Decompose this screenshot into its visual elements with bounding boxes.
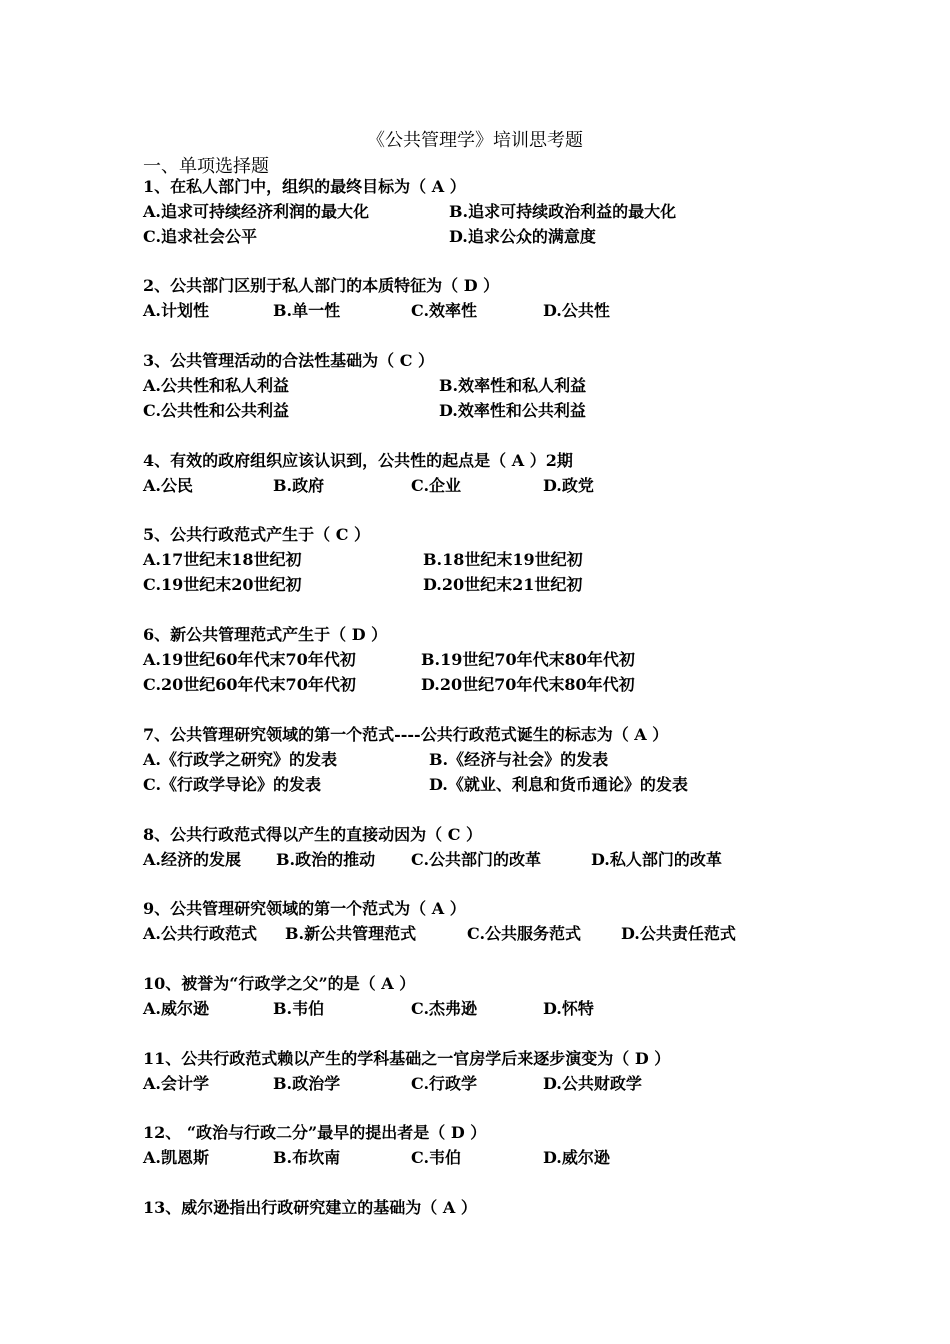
question-text: 3、公共管理活动的合法性基础为（ C ） — [143, 351, 435, 370]
answer-option: C.追求社会公平 — [143, 227, 258, 246]
answer-option: C.行政学 — [411, 1074, 478, 1093]
option-row — [143, 747, 843, 772]
answer-option: B.18世纪末19世纪初 — [423, 550, 583, 569]
answer-option: B.效率性和私人利益 — [439, 376, 587, 395]
answer-option: D.效率性和公共利益 — [439, 401, 586, 420]
answer-option: B.《经济与社会》的发表 — [429, 750, 609, 769]
option-row — [143, 547, 843, 572]
answer-option: B.韦伯 — [273, 999, 325, 1018]
option-row — [143, 199, 843, 224]
answer-option: B.政府 — [273, 476, 325, 495]
answer-option: C.韦伯 — [411, 1148, 462, 1167]
answer-option: D.公共责任范式 — [621, 924, 736, 943]
answer-option: A.凯恩斯 — [143, 1148, 209, 1167]
answer-option: A.《行政学之研究》的发表 — [143, 750, 337, 769]
answer-option: A.17世纪末18世纪初 — [143, 550, 302, 569]
answer-option: A.19世纪60年代末70年代初 — [143, 650, 356, 669]
option-row — [143, 224, 843, 249]
question-item — [143, 722, 843, 797]
answer-option: B.新公共管理范式 — [285, 924, 417, 943]
answer-option: B.政治的推动 — [276, 850, 376, 869]
section-heading: 一、单项选择题 — [143, 156, 269, 177]
option-row — [143, 672, 843, 697]
document-title: 《公共管理学》培训思考题 — [367, 130, 583, 151]
answer-option: C.公共部门的改革 — [411, 850, 542, 869]
question-item — [143, 822, 843, 872]
question-item — [143, 1195, 843, 1220]
answer-option: C.效率性 — [411, 301, 478, 320]
option-row — [143, 572, 843, 597]
answer-option: D.20世纪70年代末80年代初 — [421, 675, 635, 694]
answer-option: A.公共性和私人利益 — [143, 376, 289, 395]
answer-option: C.20世纪60年代末70年代初 — [143, 675, 356, 694]
answer-option: C.公共性和公共利益 — [143, 401, 290, 420]
answer-option: A.计划性 — [143, 301, 209, 320]
answer-option: D.威尔逊 — [543, 1148, 610, 1167]
option-row — [143, 772, 843, 797]
answer-option: D.追求公众的满意度 — [449, 227, 596, 246]
question-text: 10、被誉为“行政学之父”的是（ A ） — [143, 974, 416, 993]
question-text: 5、公共行政范式产生于（ C ） — [143, 525, 371, 544]
answer-option: B.19世纪70年代末80年代初 — [421, 650, 635, 669]
question-item — [143, 273, 843, 323]
option-row — [143, 298, 843, 323]
question-text: 1、在私人部门中，组织的最终目标为（ A ） — [143, 177, 466, 196]
question-text: 2、公共部门区别于私人部门的本质特征为（ D ） — [143, 276, 500, 295]
answer-option: B.政治学 — [273, 1074, 341, 1093]
option-row — [143, 921, 843, 946]
answer-option: C.杰弗逊 — [411, 999, 478, 1018]
question-text: 6、新公共管理范式产生于（ D ） — [143, 625, 388, 644]
option-row — [143, 473, 843, 498]
answer-option: D.私人部门的改革 — [591, 850, 722, 869]
option-row — [143, 373, 843, 398]
answer-option: B.追求可持续政治利益的最大化 — [449, 202, 677, 221]
answer-option: D.公共性 — [543, 301, 610, 320]
answer-option: C.公共服务范式 — [467, 924, 582, 943]
question-item — [143, 1120, 843, 1170]
question-text: 11、公共行政范式赖以产生的学科基础之一官房学后来逐步演变为（ D ） — [143, 1049, 671, 1068]
question-item — [143, 971, 843, 1021]
answer-option: A.威尔逊 — [143, 999, 209, 1018]
option-row — [143, 1071, 843, 1096]
answer-option: D.公共财政学 — [543, 1074, 642, 1093]
answer-option: C.企业 — [411, 476, 462, 495]
answer-option: A.公共行政范式 — [143, 924, 257, 943]
question-item — [143, 1046, 843, 1096]
answer-option: A.追求可持续经济利润的最大化 — [143, 202, 369, 221]
question-item — [143, 896, 843, 946]
option-row — [143, 996, 843, 1021]
question-text: 7、公共管理研究领域的第一个范式----公共行政范式诞生的标志为（ A ） — [143, 725, 669, 744]
question-item — [143, 174, 843, 249]
question-text: 12、 “政治与行政二分”最早的提出者是（ D ） — [143, 1123, 487, 1142]
answer-option: B.单一性 — [273, 301, 341, 320]
answer-option: D.《就业、利息和货币通论》的发表 — [429, 775, 688, 794]
option-row — [143, 398, 843, 423]
question-text: 4、有效的政府组织应该认识到，公共性的起点是（ A ）2期 — [143, 451, 573, 470]
answer-option: D.怀特 — [543, 999, 594, 1018]
answer-option: A.经济的发展 — [143, 850, 241, 869]
answer-option: B.布坎南 — [273, 1148, 341, 1167]
question-text: 8、公共行政范式得以产生的直接动因为（ C ） — [143, 825, 483, 844]
option-row — [143, 1145, 843, 1170]
question-item — [143, 448, 843, 498]
answer-option: C.《行政学导论》的发表 — [143, 775, 322, 794]
answer-option: A.公民 — [143, 476, 193, 495]
question-item — [143, 622, 843, 697]
option-row — [143, 847, 843, 872]
question-item — [143, 348, 843, 423]
question-text: 9、公共管理研究领域的第一个范式为（ A ） — [143, 899, 466, 918]
answer-option: A.会计学 — [143, 1074, 209, 1093]
option-row — [143, 647, 843, 672]
answer-option: C.19世纪末20世纪初 — [143, 575, 302, 594]
question-text: 13、威尔逊指出行政研究建立的基础为（ A ） — [143, 1198, 477, 1217]
answer-option: D.20世纪末21世纪初 — [423, 575, 583, 594]
answer-option: D.政党 — [543, 476, 594, 495]
question-item — [143, 522, 843, 597]
